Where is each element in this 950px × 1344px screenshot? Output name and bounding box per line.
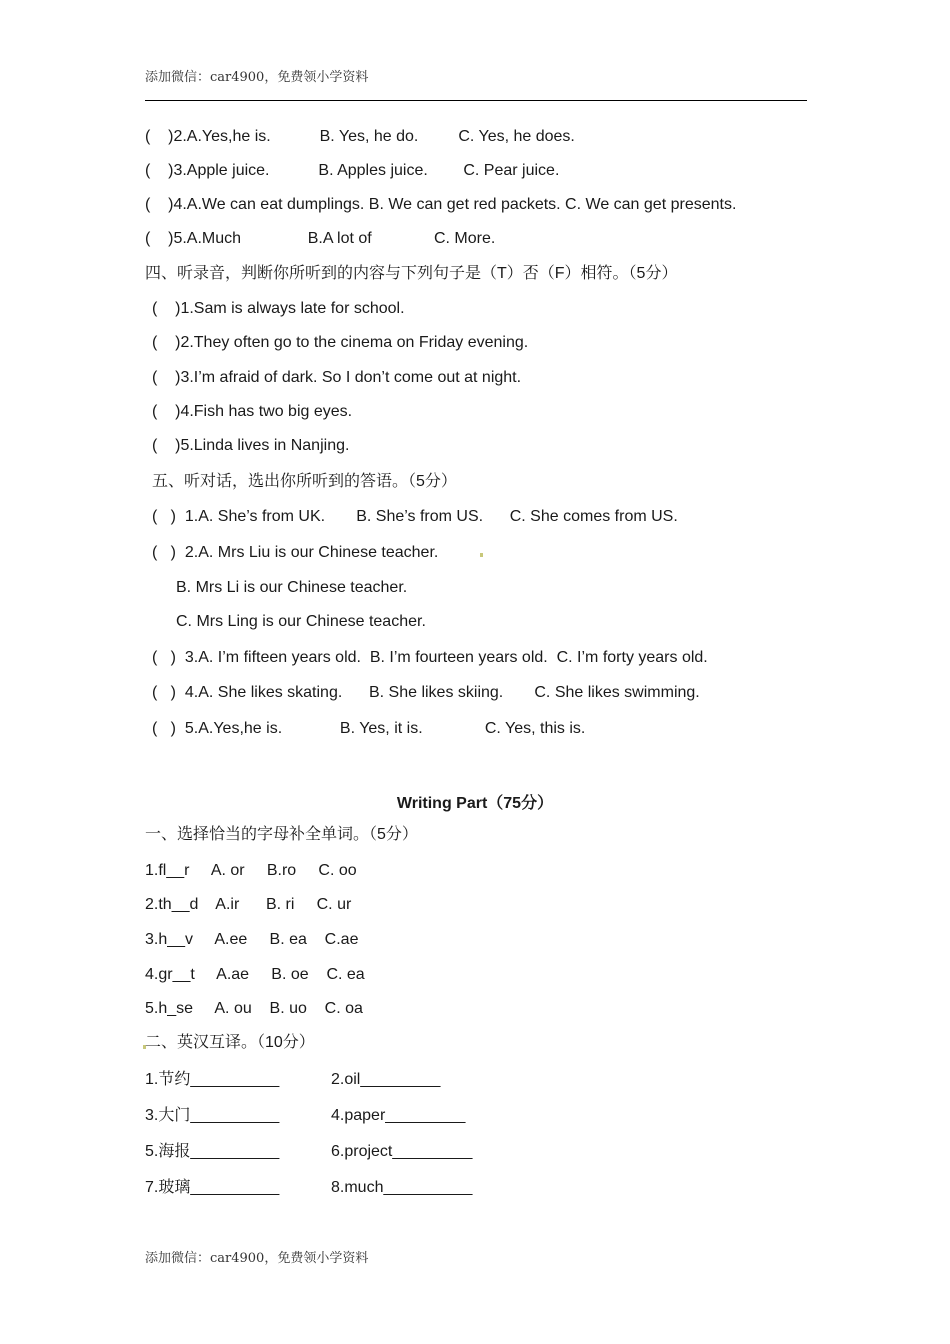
page-header: 添加微信：car4900，免费领小学资料 [145,70,369,85]
question-item: ( )4.A.We can eat dumplings. B. We can get red packets. C. We can get presents. [145,196,737,213]
writing-1-title: 一、选择恰当的字母补全单词。（5分） [145,826,418,843]
translation-item: 5.海报__________ [145,1143,280,1160]
translation-item: 4.paper_________ [331,1107,466,1124]
translation-item: 7.玻璃__________ [145,1179,280,1196]
question-option: C. Mrs Ling is our Chinese teacher. [176,613,426,630]
translation-item: 8.much__________ [331,1179,473,1196]
translation-item: 6.project_________ [331,1143,473,1160]
question-item: ( )4.Fish has two big eyes. [152,403,353,420]
spelling-item: 2.th__d A.ir B. ri C. ur [145,896,352,913]
spelling-item: 5.h_se A. ou B. uo C. oa [145,1000,363,1017]
spelling-item: 3.h__v A.ee B. ea C.ae [145,931,359,948]
section-5-title: 五、听对话，选出你所听到的答语。（5分） [152,473,457,490]
question-item: ( )3.I’m afraid of dark. So I don’t come out at night. [152,369,522,386]
question-item: ( ) 4.A. She likes skating. B. She likes skiing. C. She likes swimming. [152,684,700,701]
question-item: ( ) 3.A. I’m fifteen years old. B. I’m fourteen years old. C. I’m forty years old. [152,649,708,666]
page-footer: 添加微信：car4900，免费领小学资料 [145,1251,369,1266]
spelling-item: 4.gr__t A.ae B. oe C. ea [145,966,365,983]
question-item: ( ) 5.A.Yes,he is. B. Yes, it is. C. Yes, this is. [152,720,586,737]
translation-item: 2.oil_________ [331,1071,441,1088]
writing-2-title: 二、英汉互译。（10分） [145,1034,315,1051]
question-option: B. Mrs Li is our Chinese teacher. [176,579,408,596]
header-divider [145,100,807,101]
speck-mark [480,553,483,557]
question-item: ( ) 1.A. She’s from UK. B. She’s from US. C. She comes from US. [152,508,678,525]
spelling-item: 1.fl__r A. or B.ro C. oo [145,862,357,879]
question-item: ( )5.Linda lives in Nanjing. [152,437,350,454]
question-item: ( )3.Apple juice. B. Apples juice. C. Pear juice. [145,162,560,179]
translation-item: 3.大门__________ [145,1107,280,1124]
writing-part-title: Writing Part（75分） [396,795,554,812]
question-item: ( )2.They often go to the cinema on Friday evening. [152,334,529,351]
question-item: ( ) 2.A. Mrs Liu is our Chinese teacher. [152,544,439,561]
section-4-title: 四、听录音，判断你所听到的内容与下列句子是（T）否（F）相符。（5分） [145,265,678,282]
question-item: ( )1.Sam is always late for school. [152,300,405,317]
translation-item: 1.节约__________ [145,1071,280,1088]
question-item: ( )2.A.Yes,he is. B. Yes, he do. C. Yes, he does. [145,128,575,145]
question-item: ( )5.A.Much B.A lot of C. More. [145,230,496,247]
